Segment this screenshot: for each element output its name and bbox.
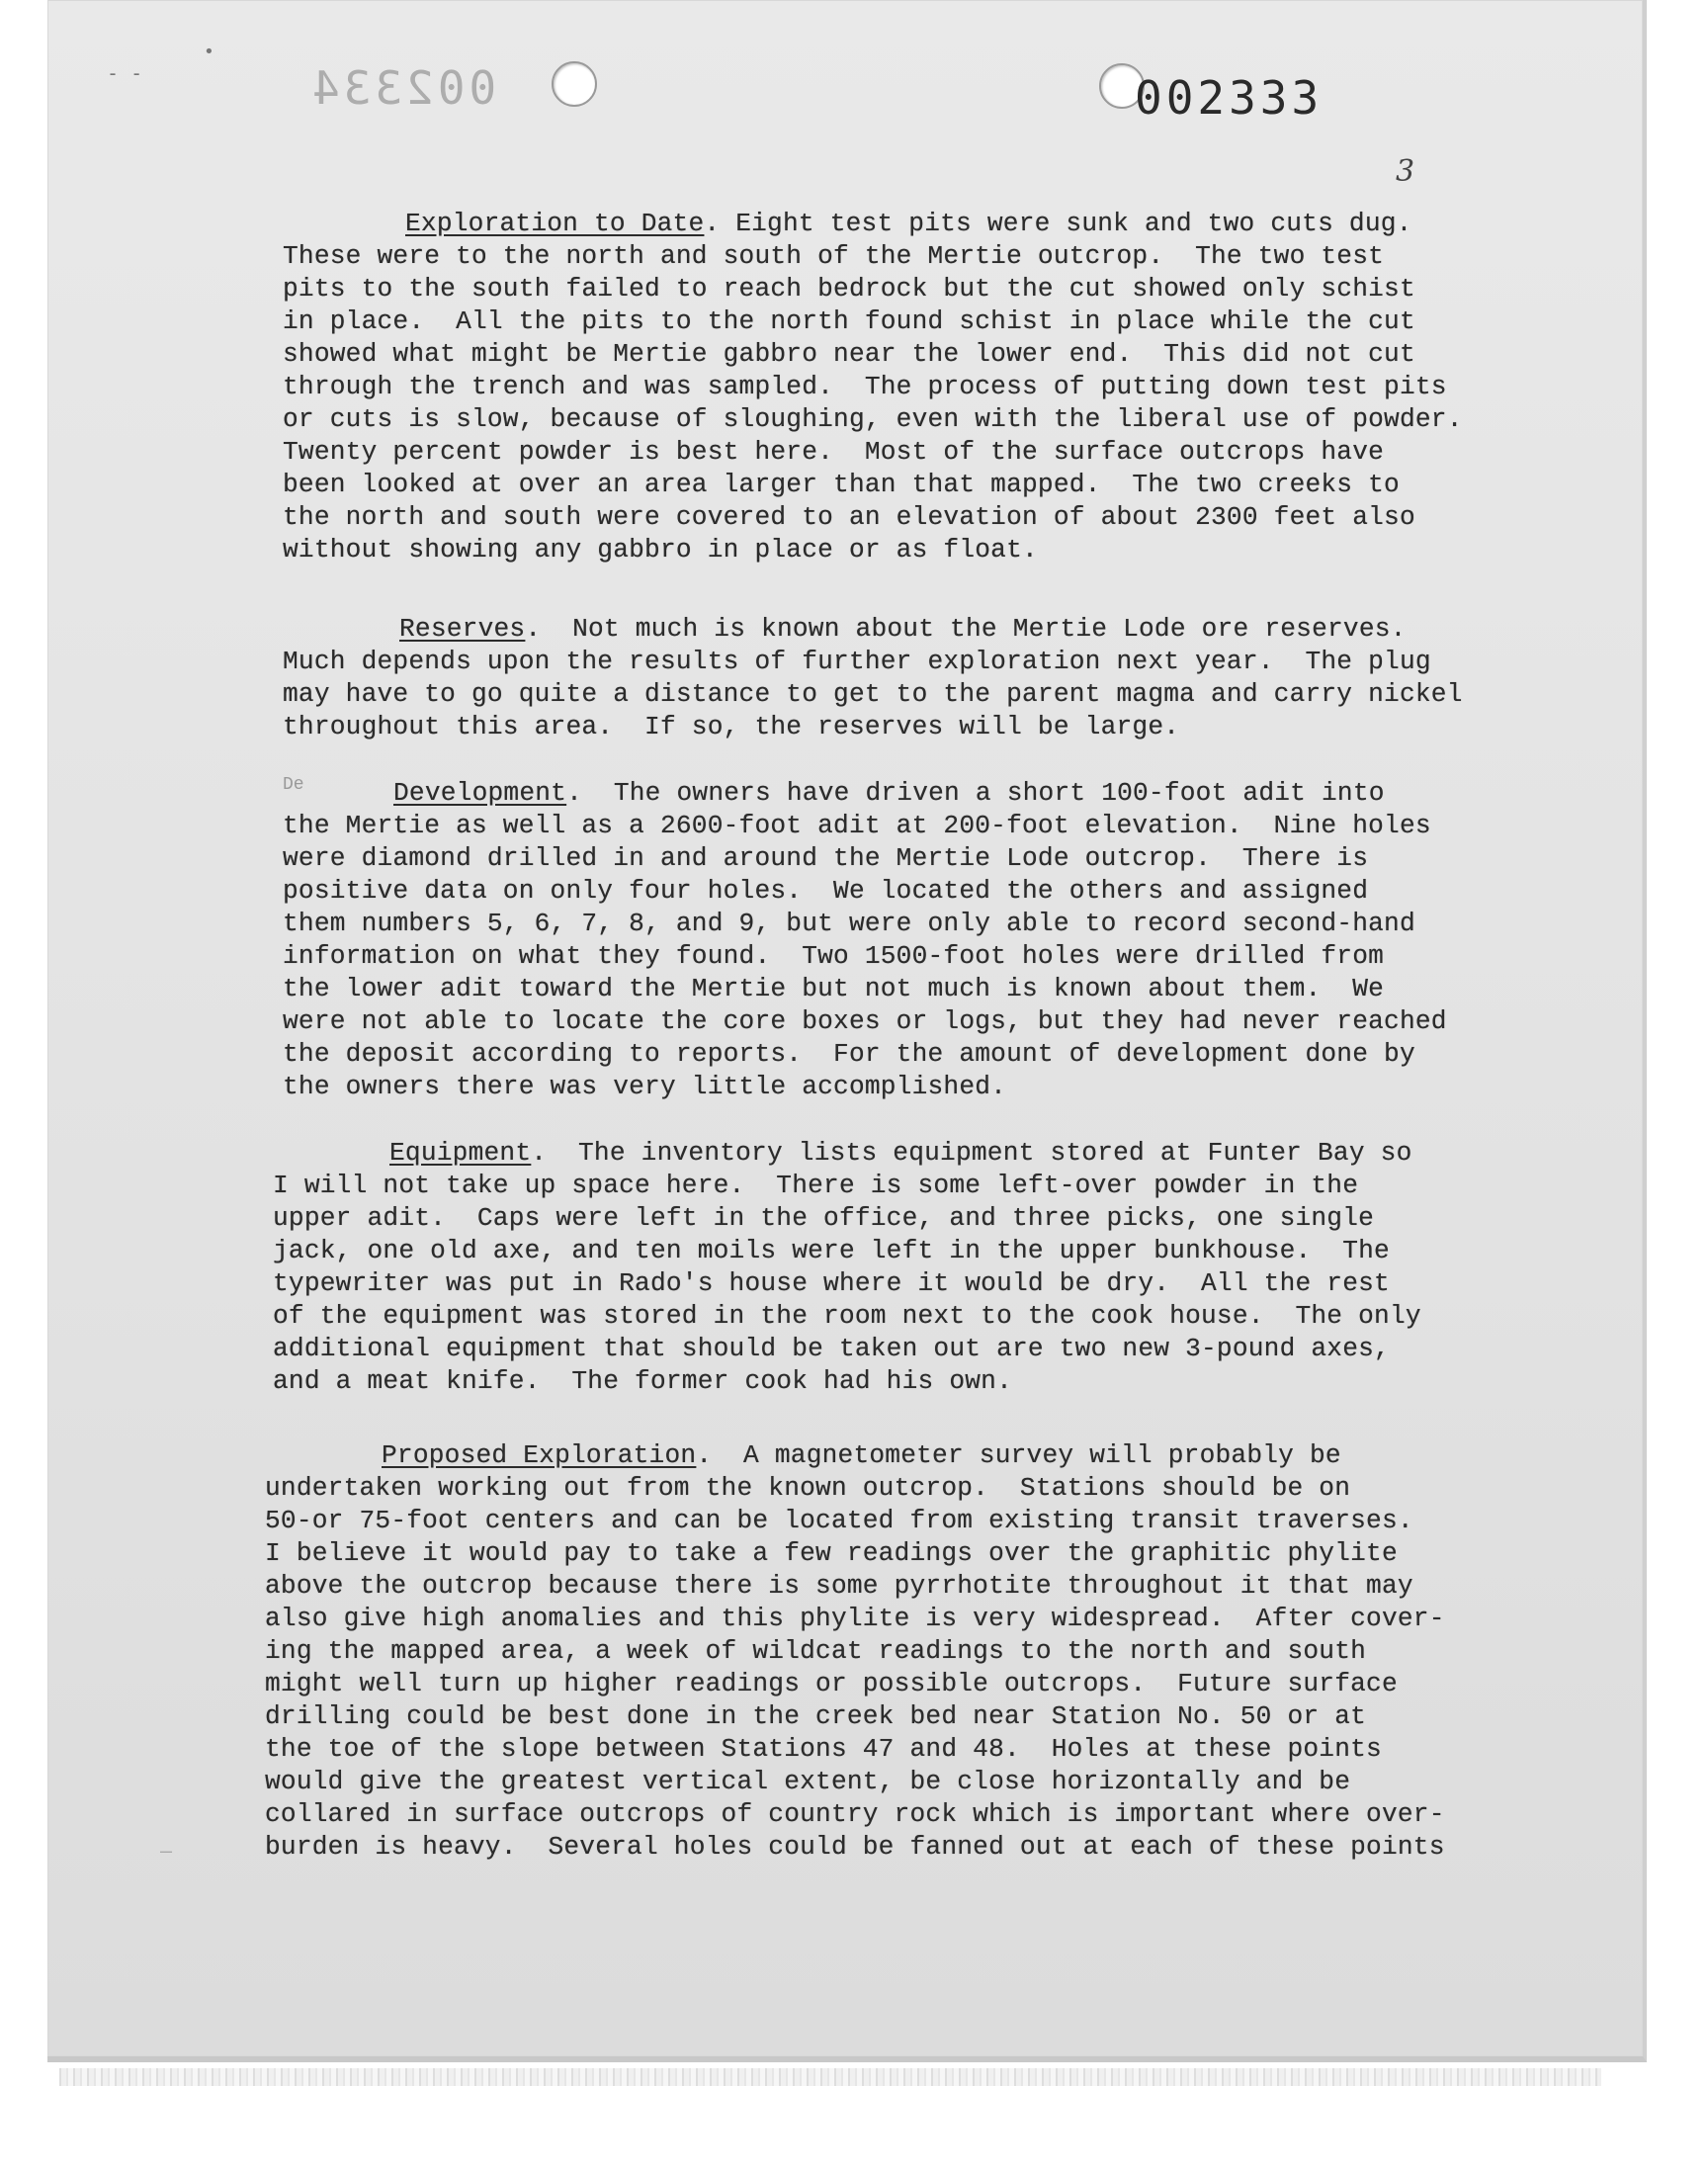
paragraph-line: been looked at over an area larger than that mapped. The two creeks to [283, 470, 1400, 499]
paragraph-line: may have to go quite a distance to get to the parent magma and carry nickel [283, 679, 1463, 709]
section-heading: Reserves [399, 614, 526, 644]
paragraph-line: drilling could be best done in the creek bed near Station No. 50 or at [265, 1701, 1367, 1731]
bleed-through-stamp-number: 002334 [308, 61, 497, 115]
scan-mark: • [204, 42, 214, 62]
paragraph-line: . The inventory lists equipment stored at Funter Bay so [531, 1138, 1412, 1168]
paragraph-line: 50-or 75-foot centers and can be located from existing transit traverses. [265, 1506, 1413, 1535]
paragraph-line: through the trench and was sampled. The process of putting down test pits [283, 372, 1447, 401]
paragraph-line: upper adit. Caps were left in the office, and three picks, one single [273, 1203, 1375, 1233]
paragraph-line: without showing any gabbro in place or as float. [283, 535, 1038, 565]
section-proposed-exploration [265, 1439, 1520, 1864]
paragraph-line: would give the greatest vertical extent, be close horizontally and be [265, 1767, 1351, 1796]
section-heading: Exploration to Date [405, 209, 705, 238]
paragraph-line: the north and south were covered to an elevation of about 2300 feet also [283, 502, 1415, 532]
paragraph-line: These were to the north and south of the Mertie outcrop. The two test [283, 241, 1385, 271]
paragraph-line: the owners there was very little accomplished. [283, 1072, 1007, 1101]
section-development [283, 777, 1538, 1103]
paragraph-line: above the outcrop because there is some pyrrhotite throughout it that may [265, 1571, 1413, 1601]
section-heading: Equipment [389, 1138, 532, 1168]
paragraph-line: collared in surface outcrops of country rock which is important where over- [265, 1799, 1445, 1829]
paragraph-line: the Mertie as well as a 2600-foot adit at 200-foot elevation. Nine holes [283, 811, 1431, 840]
paragraph-line: them numbers 5, 6, 7, 8, and 9, but were only able to record second-hand [283, 909, 1415, 938]
paragraph-line: in place. All the pits to the north found schist in place while the cut [283, 306, 1415, 336]
paragraph-line: burden is heavy. Several holes could be fanned out at each of these points [265, 1832, 1445, 1862]
paragraph-line: were not able to locate the core boxes or logs, but they had never reached [283, 1006, 1447, 1036]
paragraph-line: Much depends upon the results of further exploration next year. The plug [283, 647, 1431, 676]
stamp-number: 002333 [1135, 71, 1324, 125]
paragraph-line: the toe of the slope between Stations 47 and 48. Holes at these points [265, 1734, 1382, 1764]
paragraph-line: jack, one old axe, and ten moils were left in the upper bunkhouse. The [273, 1236, 1390, 1265]
paragraph-line: I will not take up space here. There is some left-over powder in the [273, 1171, 1359, 1200]
scan-mark: — [160, 1839, 173, 1863]
paragraph-line: throughout this area. If so, the reserves will be large. [283, 712, 1180, 741]
paragraph-line: . Eight test pits were sunk and two cuts dug. [704, 209, 1412, 238]
paragraph-line: undertaken working out from the known outcrop. Stations should be on [265, 1473, 1351, 1503]
paragraph-line: were diamond drilled in and around the Mertie Lode outcrop. There is [283, 843, 1369, 873]
paragraph-line: I believe it would pay to take a few readings over the graphitic phylite [265, 1538, 1398, 1568]
page-number: 3 [1396, 154, 1415, 189]
paragraph-line: might well turn up higher readings or possible outcrops. Future surface [265, 1669, 1398, 1698]
paragraph-line: . Not much is known about the Mertie Lode ore reserves. [525, 614, 1407, 644]
section-equipment [273, 1137, 1528, 1398]
paragraph-line: pits to the south failed to reach bedrock but the cut showed only schist [283, 274, 1415, 304]
section-reserves [283, 613, 1538, 743]
section-heading: Proposed Exploration [382, 1440, 697, 1470]
paragraph-line: Twenty percent powder is best here. Most of the surface outcrops have [283, 437, 1385, 467]
paragraph-line: of the equipment was stored in the room next to the cook house. The only [273, 1301, 1421, 1331]
paragraph-line: additional equipment that should be taken out are two new 3-pound axes, [273, 1334, 1390, 1363]
scan-edge-strip [59, 2068, 1601, 2086]
paragraph-line: . A magnetometer survey will probably be [696, 1440, 1341, 1470]
paragraph-line: also give high anomalies and this phylite is very widespread. After cover- [265, 1604, 1445, 1633]
section-exploration [283, 208, 1538, 566]
paragraph-line: information on what they found. Two 1500-foot holes were drilled from [283, 941, 1385, 971]
paragraph-line: the lower adit toward the Mertie but not much is known about them. We [283, 974, 1385, 1003]
paragraph-line: or cuts is slow, because of sloughing, even with the liberal use of powder. [283, 404, 1463, 434]
scan-mark: - - [107, 61, 143, 85]
paragraph-line: positive data on only four holes. We located the others and assigned [283, 876, 1369, 906]
punch-hole-left [552, 61, 597, 107]
paragraph-line: the deposit according to reports. For the amount of development done by [283, 1039, 1415, 1069]
paragraph-line: showed what might be Mertie gabbro near the lower end. This did not cut [283, 339, 1415, 369]
paragraph-line: typewriter was put in Rado's house where it would be dry. All the rest [273, 1268, 1390, 1298]
paragraph-line: . The owners have driven a short 100-foot adit into [566, 778, 1385, 808]
section-heading: Development [393, 778, 567, 808]
paragraph-line: and a meat knife. The former cook had his own. [273, 1366, 1013, 1396]
margin-note: De [283, 775, 304, 795]
paragraph-line: ing the mapped area, a week of wildcat readings to the north and south [265, 1636, 1367, 1666]
